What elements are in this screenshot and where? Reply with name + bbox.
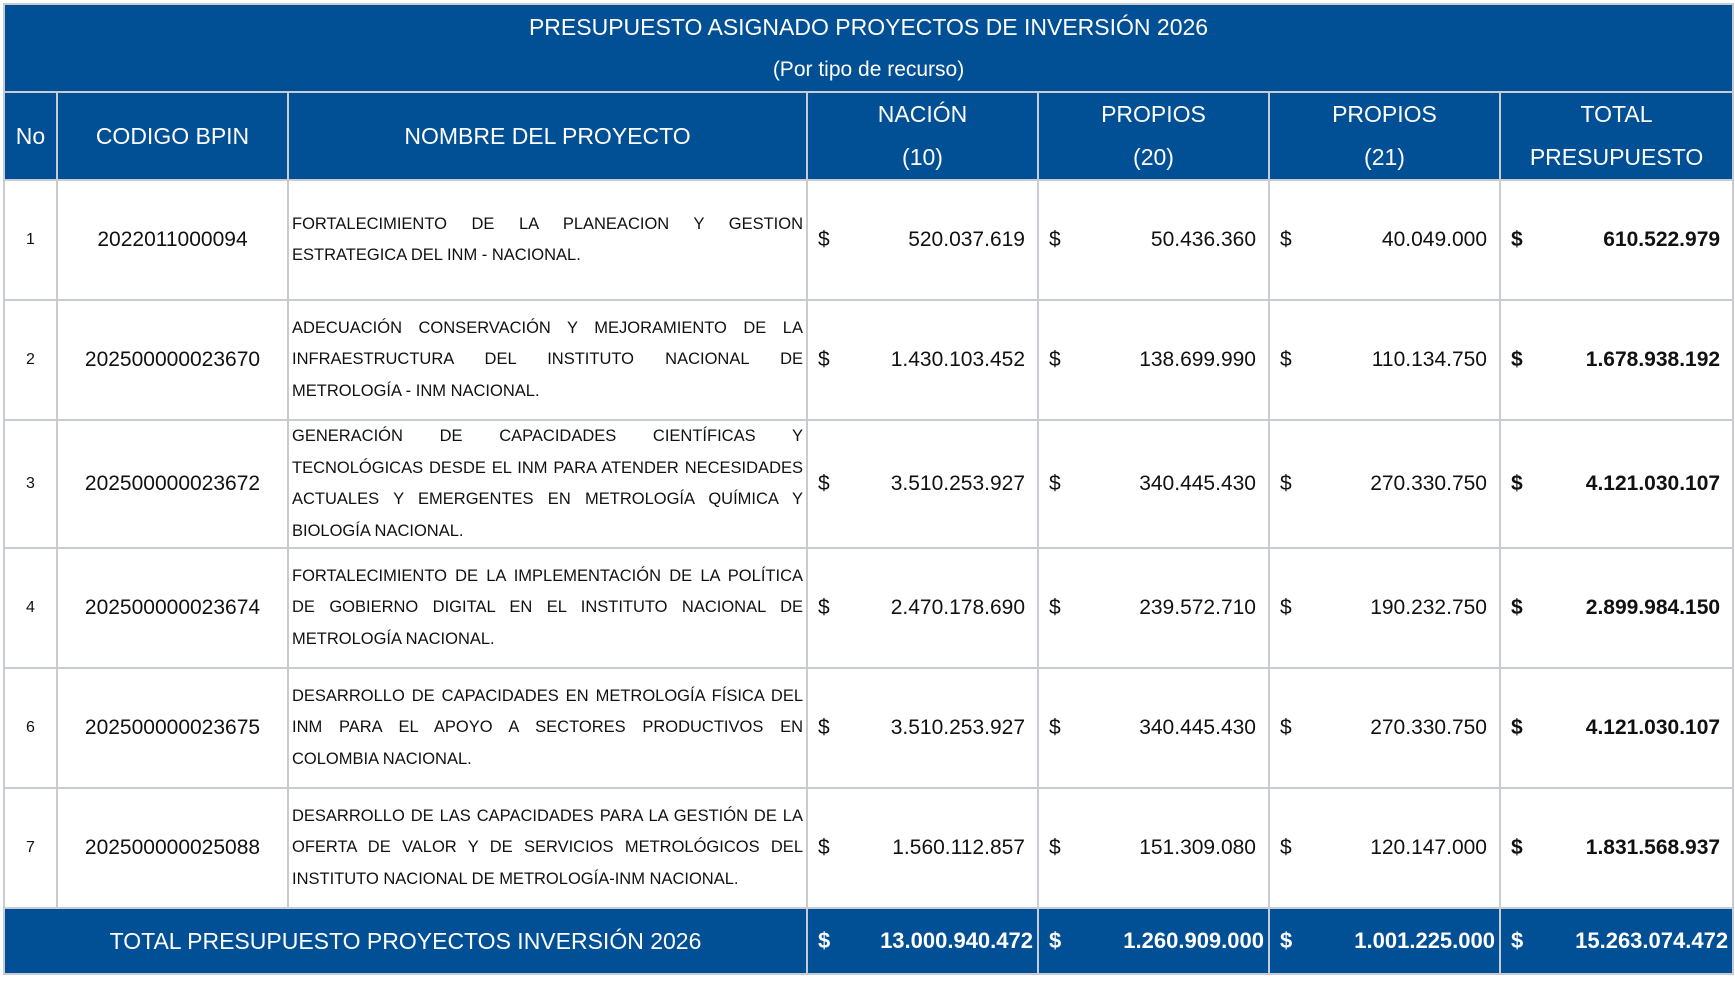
currency-sign: $ (1511, 928, 1524, 953)
propios-20-amount (1038, 548, 1269, 668)
nacion-value: 3.510.253.927 (890, 716, 1025, 739)
total-nacion-value: 13.000.940.472 (880, 928, 1033, 953)
currency-sign: $ (1511, 716, 1523, 739)
nacion-amount (807, 668, 1038, 788)
currency-sign: $ (818, 472, 830, 495)
nacion-amount (807, 180, 1038, 300)
currency-sign: $ (1049, 928, 1062, 953)
propios-20-value: 138.699.990 (1139, 348, 1256, 371)
bpin-code: 202500000023674 (57, 548, 288, 668)
currency-sign: $ (818, 716, 830, 739)
propios-20-value: 239.572.710 (1139, 596, 1256, 619)
bpin-code: 202500000023675 (57, 668, 288, 788)
total-value: 1.678.938.192 (1585, 348, 1721, 371)
propios-20-value: 340.445.430 (1139, 716, 1256, 739)
total-value: 4.121.030.107 (1585, 716, 1721, 739)
project-name: FORTALECIMIENTO DE LA IMPLEMENTACIÓN DE LA POLÍTICA DE GOBIERNO DIGITAL EN EL INSTITUTO NACIONAL DE METROLOGÍA NACIONAL. (288, 548, 807, 668)
grand-total-amount (1500, 908, 1733, 974)
propios-21-amount (1269, 788, 1500, 908)
propios-21-value: 270.330.750 (1370, 716, 1487, 739)
propios-21-amount (1269, 668, 1500, 788)
column-header-total (1500, 92, 1733, 180)
currency-sign: $ (1280, 716, 1292, 739)
propios-20-value: 340.445.430 (1139, 472, 1256, 495)
grand-total-value: 15.263.074.472 (1575, 928, 1729, 953)
column-header-propios-20-label: PROPIOS (1101, 101, 1206, 127)
bpin-code: 2022011000094 (57, 180, 288, 300)
totals-row (4, 908, 1733, 974)
project-name: FORTALECIMIENTO DE LA PLANEACION Y GESTION ESTRATEGICA DEL INM - NACIONAL. (288, 180, 807, 300)
propios-20-amount (1038, 668, 1269, 788)
nacion-value: 2.470.178.690 (890, 596, 1025, 619)
column-header-propios-21 (1269, 92, 1500, 180)
total-value: 610.522.979 (1603, 228, 1721, 251)
propios-20-amount (1038, 788, 1269, 908)
currency-sign: $ (1049, 472, 1061, 495)
column-header-propios-20 (1038, 92, 1269, 180)
currency-sign: $ (1511, 472, 1523, 495)
total-amount (1500, 788, 1733, 908)
total-value: 2.899.984.150 (1585, 596, 1721, 619)
project-name: DESARROLLO DE LAS CAPACIDADES PARA LA GESTIÓN DE LA OFERTA DE VALOR Y DE SERVICIOS METROLÓGICOS DEL INSTITUTO NACIONAL DE METROLOGÍA-INM NACIONAL. (288, 788, 807, 908)
propios-21-value: 40.049.000 (1381, 228, 1487, 251)
project-name: GENERACIÓN DE CAPACIDADES CIENTÍFICAS Y TECNOLÓGICAS DESDE EL INM PARA ATENDER NECESIDADES ACTUALES Y EMERGENTES EN METROLOGÍA QUÍMICA Y BIOLOGÍA NACIONAL. (288, 420, 807, 548)
column-header-no: No (4, 92, 57, 180)
total-value: 1.831.568.937 (1585, 836, 1721, 859)
totals-label: TOTAL PRESUPUESTO PROYECTOS INVERSIÓN 2026 (4, 908, 807, 974)
currency-sign: $ (1049, 228, 1061, 251)
propios-20-value: 151.309.080 (1139, 836, 1256, 859)
row-number: 3 (4, 420, 57, 548)
nacion-amount (807, 548, 1038, 668)
row-number: 6 (4, 668, 57, 788)
currency-sign: $ (1511, 596, 1523, 619)
propios-21-amount (1269, 300, 1500, 420)
row-number: 2 (4, 300, 57, 420)
nacion-amount (807, 788, 1038, 908)
bpin-code: 202500000023670 (57, 300, 288, 420)
row-number: 7 (4, 788, 57, 908)
currency-sign: $ (1049, 716, 1061, 739)
column-header-propios-21-label: PROPIOS (1332, 101, 1437, 127)
currency-sign: $ (818, 836, 830, 859)
budget-table-container (3, 3, 1732, 975)
nacion-value: 1.430.103.452 (890, 348, 1025, 371)
propios-21-amount (1269, 420, 1500, 548)
currency-sign: $ (1049, 836, 1061, 859)
total-amount (1500, 420, 1733, 548)
currency-sign: $ (1280, 228, 1292, 251)
currency-sign: $ (1049, 348, 1061, 371)
propios-21-amount (1269, 548, 1500, 668)
column-header-project-name: NOMBRE DEL PROYECTO (288, 92, 807, 180)
propios-21-value: 190.232.750 (1370, 596, 1487, 619)
total-amount (1500, 548, 1733, 668)
currency-sign: $ (1280, 472, 1292, 495)
total-nacion-amount (807, 908, 1038, 974)
column-header-total-line2: PRESUPUESTO (1529, 144, 1704, 170)
total-amount (1500, 668, 1733, 788)
currency-sign: $ (1280, 596, 1292, 619)
currency-sign: $ (1280, 348, 1292, 371)
table-row (4, 300, 1733, 420)
total-propios-21-value: 1.001.225.000 (1354, 928, 1495, 953)
currency-sign: $ (1049, 596, 1061, 619)
propios-21-value: 270.330.750 (1370, 472, 1487, 495)
total-propios-20-amount (1038, 908, 1269, 974)
column-header-propios-20-code: (20) (1133, 144, 1174, 170)
currency-sign: $ (818, 928, 831, 953)
total-amount (1500, 300, 1733, 420)
bpin-code: 202500000025088 (57, 788, 288, 908)
table-row (4, 668, 1733, 788)
nacion-value: 1.560.112.857 (892, 836, 1025, 859)
column-header-nacion-label: NACIÓN (877, 101, 968, 127)
nacion-value: 3.510.253.927 (890, 472, 1025, 495)
total-amount (1500, 180, 1733, 300)
column-header-propios-21-code: (21) (1364, 144, 1405, 170)
table-subtitle: (Por tipo de recurso) (4, 49, 1733, 92)
column-header-bpin: CODIGO BPIN (57, 92, 288, 180)
total-propios-21-amount (1269, 908, 1500, 974)
currency-sign: $ (1280, 836, 1292, 859)
propios-20-value: 50.436.360 (1150, 228, 1256, 251)
currency-sign: $ (1511, 348, 1523, 371)
table-row (4, 788, 1733, 908)
column-header-row (4, 92, 1733, 180)
propios-20-amount (1038, 300, 1269, 420)
row-number: 4 (4, 548, 57, 668)
project-name: DESARROLLO DE CAPACIDADES EN METROLOGÍA FÍSICA DEL INM PARA EL APOYO A SECTORES PRODUCTIVOS EN COLOMBIA NACIONAL. (288, 668, 807, 788)
column-header-total-line1: TOTAL (1580, 101, 1653, 127)
nacion-amount (807, 420, 1038, 548)
budget-table (3, 3, 1734, 975)
project-name: ADECUACIÓN CONSERVACIÓN Y MEJORAMIENTO DE LA INFRAESTRUCTURA DEL INSTITUTO NACIONAL DE METROLOGÍA - INM NACIONAL. (288, 300, 807, 420)
currency-sign: $ (1511, 228, 1523, 251)
nacion-amount (807, 300, 1038, 420)
currency-sign: $ (818, 348, 830, 371)
propios-21-value: 110.134.750 (1371, 348, 1487, 371)
table-row (4, 548, 1733, 668)
propios-20-amount (1038, 180, 1269, 300)
propios-20-amount (1038, 420, 1269, 548)
propios-21-value: 120.147.000 (1370, 836, 1487, 859)
column-header-nacion (807, 92, 1038, 180)
table-row (4, 420, 1733, 548)
table-row (4, 180, 1733, 300)
column-header-nacion-code: (10) (902, 144, 943, 170)
bpin-code: 202500000023672 (57, 420, 288, 548)
total-value: 4.121.030.107 (1585, 472, 1721, 495)
table-title: PRESUPUESTO ASIGNADO PROYECTOS DE INVERSIÓN 2026 (4, 4, 1733, 49)
propios-21-amount (1269, 180, 1500, 300)
currency-sign: $ (1511, 836, 1523, 859)
currency-sign: $ (818, 228, 830, 251)
total-propios-20-value: 1.260.909.000 (1123, 928, 1264, 953)
nacion-value: 520.037.619 (908, 228, 1025, 251)
currency-sign: $ (1280, 928, 1293, 953)
currency-sign: $ (818, 596, 830, 619)
row-number: 1 (4, 180, 57, 300)
